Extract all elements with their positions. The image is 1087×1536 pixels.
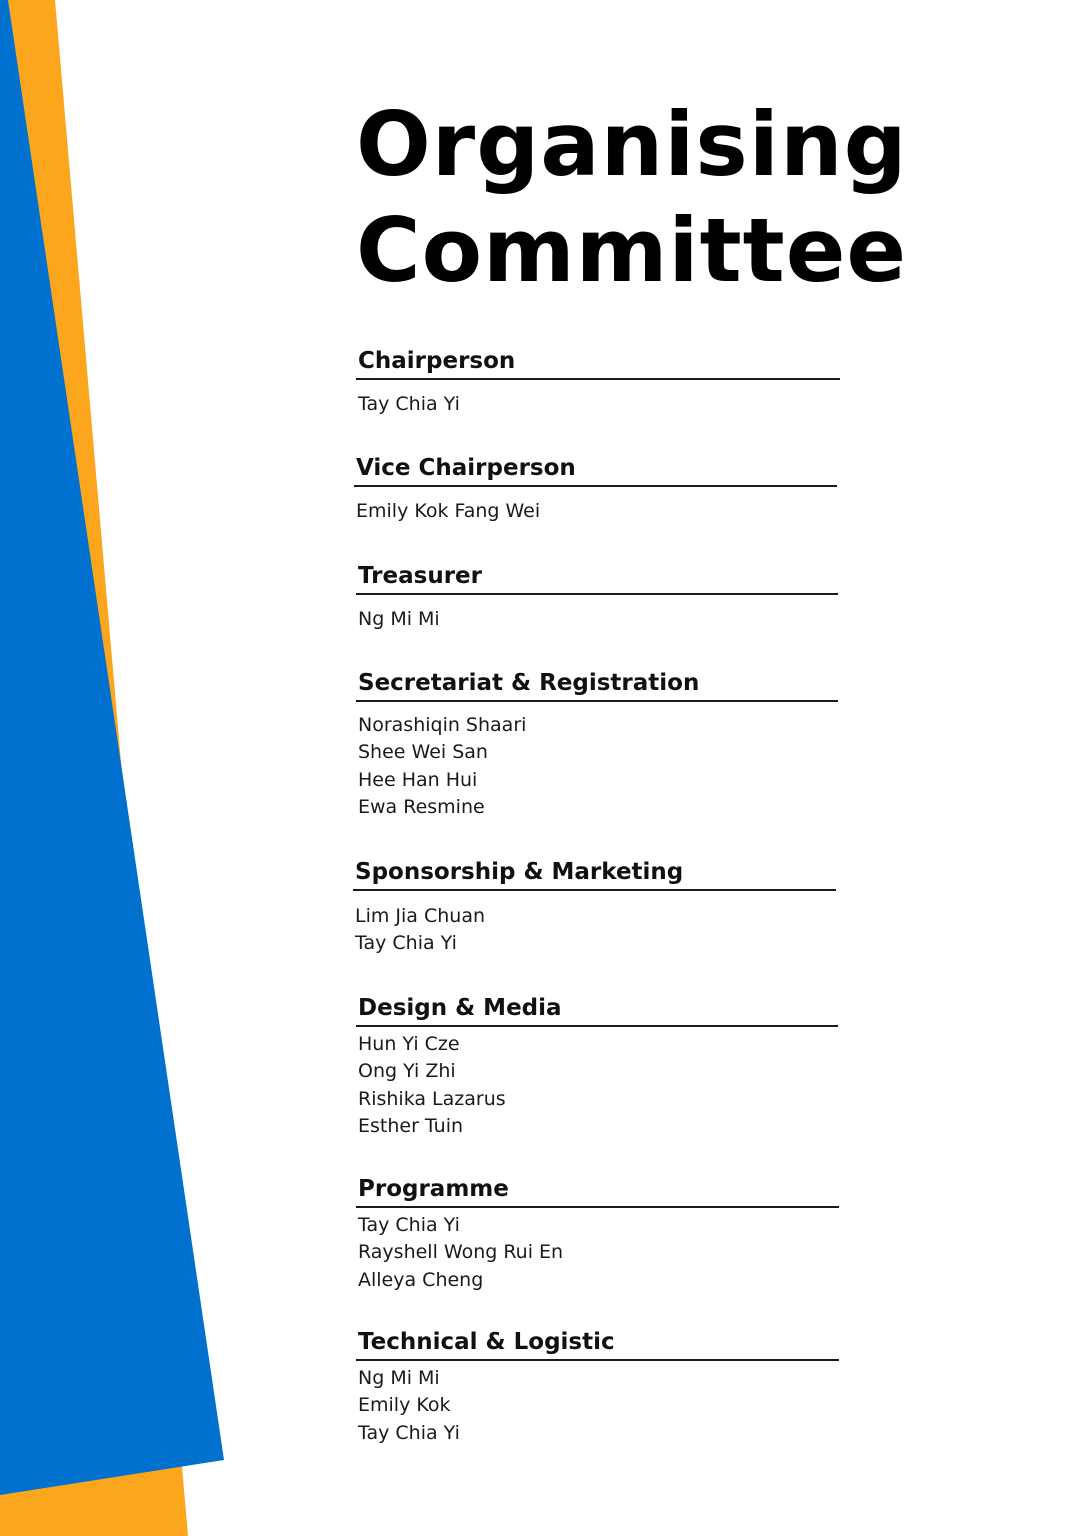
- member-name: Lim Jia Chuan: [355, 905, 486, 927]
- member-name: Tay Chia Yi: [355, 932, 457, 955]
- section-heading: Vice Chairperson: [354, 453, 837, 487]
- member-name: Esther Tuin: [358, 1114, 464, 1137]
- page-title-line-2: Committee: [356, 199, 908, 302]
- member-list: [356, 606, 838, 633]
- member-name: Rishika Lazarus: [358, 1087, 506, 1110]
- member-name: Emily Kok Fang Wei: [356, 500, 541, 522]
- member-name: Tay Chia Yi: [358, 393, 460, 415]
- page-title-line-1: Organising: [356, 93, 908, 196]
- member-name: Norashiqin Shaari: [358, 714, 527, 736]
- page-title: [356, 92, 1056, 304]
- member-list: [356, 712, 838, 821]
- member-list: [353, 903, 836, 958]
- section-chairperson: [356, 346, 840, 418]
- member-name: Hee Han Hui: [358, 768, 478, 791]
- section-secretariat-registration: [356, 668, 838, 821]
- section-heading: Design & Media: [356, 993, 838, 1027]
- member-list: [356, 1031, 838, 1140]
- member-list: [356, 1212, 839, 1294]
- section-heading: Programme: [356, 1174, 839, 1208]
- section-programme: [356, 1174, 839, 1294]
- member-name: Rayshell Wong Rui En: [358, 1241, 564, 1264]
- member-name: Ng Mi Mi: [358, 608, 440, 630]
- section-heading: Chairperson: [356, 346, 840, 380]
- member-name: Hun Yi Cze: [358, 1033, 460, 1055]
- blue-stripe: [0, 0, 224, 1495]
- section-treasurer: [356, 561, 838, 633]
- section-sponsorship-marketing: [353, 857, 836, 958]
- member-name: Emily Kok: [358, 1394, 451, 1417]
- section-technical-logistic: [356, 1327, 839, 1447]
- member-name: Tay Chia Yi: [358, 1421, 460, 1444]
- section-heading: Technical & Logistic: [356, 1327, 839, 1361]
- member-name: Ong Yi Zhi: [358, 1060, 456, 1083]
- section-vice-chairperson: [354, 453, 837, 525]
- member-name: Alleya Cheng: [358, 1268, 484, 1291]
- member-name: Shee Wei San: [358, 741, 488, 764]
- member-list: [356, 391, 840, 418]
- member-name: Ng Mi Mi: [358, 1367, 440, 1389]
- member-name: Tay Chia Yi: [358, 1214, 460, 1236]
- section-heading: Sponsorship & Marketing: [353, 857, 836, 891]
- section-heading: Treasurer: [356, 561, 838, 595]
- section-design-media: [356, 993, 838, 1140]
- member-list: [356, 1365, 839, 1447]
- member-name: Ewa Resmine: [358, 795, 485, 818]
- section-heading: Secretariat & Registration: [356, 668, 838, 702]
- member-list: [354, 498, 837, 525]
